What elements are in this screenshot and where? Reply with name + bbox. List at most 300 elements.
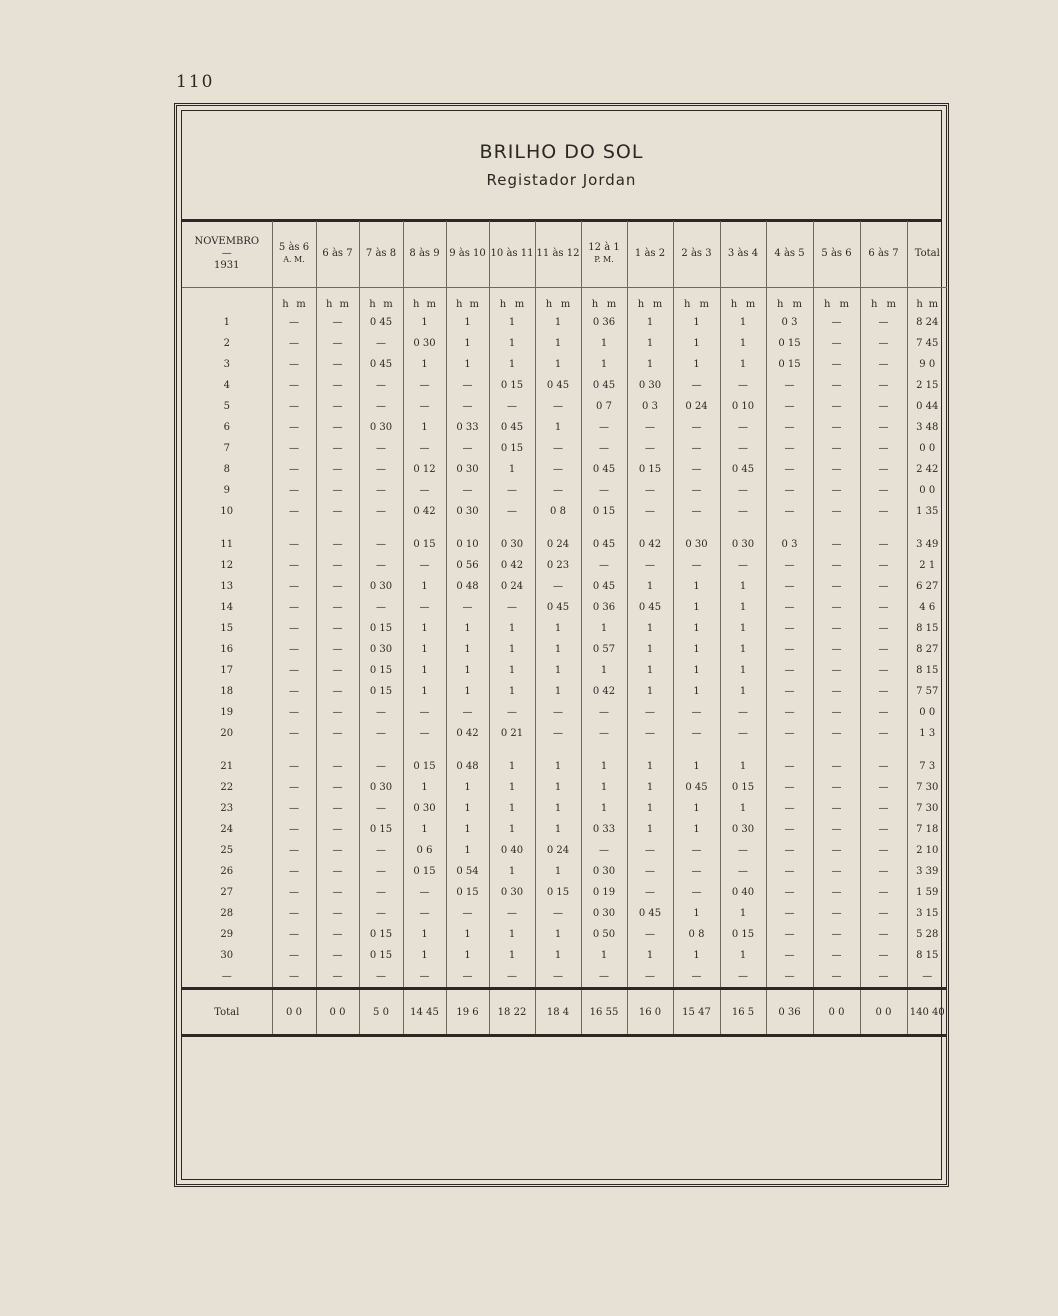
unit-hours: h [730, 298, 738, 310]
value-cell: 1 [403, 312, 446, 333]
value-cell: — [766, 819, 813, 840]
spacer-cell [766, 522, 813, 534]
value-cell: 0 33 [581, 819, 627, 840]
value-cell: 0 10 [720, 396, 766, 417]
value-cell: 0 0 [907, 438, 947, 459]
value-cell: — [581, 723, 627, 744]
value-cell: — [860, 459, 907, 480]
value-cell: 1 [446, 639, 489, 660]
value-cell: 0 15 [766, 333, 813, 354]
value-cell: 0 3 [627, 396, 673, 417]
value-cell: — [272, 702, 316, 723]
value-cell: — [446, 375, 489, 396]
value-cell: 0 0 [907, 480, 947, 501]
value-cell: 1 59 [907, 882, 947, 903]
month-dash: — [221, 248, 232, 259]
column-header [316, 221, 359, 288]
value-cell: — [673, 840, 720, 861]
spacer-cell [860, 744, 907, 756]
value-cell: — [272, 945, 316, 966]
total-cell: 15 47 [673, 989, 720, 1036]
value-cell: — [813, 480, 860, 501]
unit-cell [446, 288, 489, 313]
value-cell: 0 33 [446, 417, 489, 438]
table-inner-frame [181, 110, 945, 1180]
value-cell: 1 [673, 354, 720, 375]
value-cell: — [766, 660, 813, 681]
value-cell: — [673, 438, 720, 459]
day-cell: 9 [223, 485, 230, 496]
spacer-cell [272, 522, 316, 534]
value-cell: 1 [627, 945, 673, 966]
value-cell: — [860, 903, 907, 924]
table-row [182, 459, 947, 480]
value-cell: 1 [489, 777, 535, 798]
value-cell: — [316, 861, 359, 882]
value-cell: 1 [446, 333, 489, 354]
table-row [182, 534, 947, 555]
column-header [359, 221, 403, 288]
value-cell: — [446, 597, 489, 618]
value-cell: 4 6 [907, 597, 947, 618]
value-cell: — [359, 534, 403, 555]
spacer-cell [581, 744, 627, 756]
value-cell: — [813, 417, 860, 438]
value-cell: — [581, 417, 627, 438]
value-cell: — [907, 966, 947, 989]
value-cell: 1 [720, 618, 766, 639]
value-cell: — [813, 723, 860, 744]
unit-minutes: m [792, 298, 802, 310]
total-cell: 14 45 [403, 989, 446, 1036]
day-cell: 29 [220, 929, 234, 940]
value-cell: — [860, 966, 907, 989]
value-cell: — [272, 312, 316, 333]
value-cell: — [860, 375, 907, 396]
spacer-cell [182, 744, 272, 756]
value-cell: 0 15 [446, 882, 489, 903]
value-cell: 0 15 [403, 861, 446, 882]
value-cell: 1 [673, 597, 720, 618]
value-cell: — [489, 597, 535, 618]
spacer-cell [627, 744, 673, 756]
value-cell: — [720, 417, 766, 438]
value-cell: — [535, 480, 581, 501]
value-cell: — [860, 501, 907, 522]
column-header-label: 9 às 10 [449, 248, 486, 259]
value-cell: — [359, 480, 403, 501]
value-cell: 1 [673, 639, 720, 660]
value-cell: 0 40 [489, 840, 535, 861]
value-cell: 0 44 [907, 396, 947, 417]
value-cell: 1 [720, 354, 766, 375]
value-cell: 1 [446, 681, 489, 702]
value-cell: 0 30 [359, 576, 403, 597]
table-row [182, 756, 947, 777]
value-cell: 0 30 [359, 417, 403, 438]
value-cell: 0 19 [581, 882, 627, 903]
value-cell: — [446, 480, 489, 501]
value-cell: — [359, 798, 403, 819]
spacer-cell [446, 744, 489, 756]
value-cell: 1 [403, 618, 446, 639]
value-cell: — [627, 555, 673, 576]
unit-minutes: m [606, 298, 617, 310]
unit-cell [489, 288, 535, 313]
value-cell: — [766, 702, 813, 723]
value-cell: — [272, 618, 316, 639]
column-header [489, 221, 535, 288]
column-header-label: 4 às 5 [774, 248, 805, 259]
value-cell: — [316, 660, 359, 681]
value-cell: 0 10 [446, 534, 489, 555]
value-cell: 1 [535, 861, 581, 882]
value-cell: — [627, 861, 673, 882]
value-cell: 0 30 [359, 639, 403, 660]
value-cell: — [627, 438, 673, 459]
value-cell: 0 48 [446, 576, 489, 597]
value-cell: 0 30 [446, 501, 489, 522]
value-cell: — [766, 882, 813, 903]
value-cell: 1 [627, 777, 673, 798]
value-cell: — [673, 723, 720, 744]
value-cell: 1 [627, 681, 673, 702]
value-cell: 1 [673, 756, 720, 777]
column-header-label: 5 às 6 [821, 248, 852, 259]
value-cell: — [860, 840, 907, 861]
value-cell: — [860, 660, 907, 681]
spacer-cell [359, 744, 403, 756]
unit-cell [720, 288, 766, 313]
value-cell: 1 [535, 618, 581, 639]
value-cell: — [766, 375, 813, 396]
total-cell: 0 36 [766, 989, 813, 1036]
spacer-cell [446, 522, 489, 534]
column-header [403, 221, 446, 288]
sunshine-table [182, 221, 947, 1037]
value-cell: 0 15 [627, 459, 673, 480]
table-row [182, 312, 947, 333]
value-cell: — [359, 903, 403, 924]
value-cell: — [535, 438, 581, 459]
footer-blank-area [182, 1049, 941, 1179]
total-label: Total [182, 989, 272, 1036]
value-cell: 1 [720, 903, 766, 924]
value-cell: — [359, 597, 403, 618]
unit-hours: h [326, 298, 333, 310]
value-cell: 0 15 [359, 945, 403, 966]
value-cell: — [272, 903, 316, 924]
column-header-sub: A. M. [283, 255, 305, 264]
value-cell: 5 28 [907, 924, 947, 945]
value-cell: 1 [720, 945, 766, 966]
value-cell: 1 [446, 312, 489, 333]
value-cell: 0 24 [489, 576, 535, 597]
value-cell: 1 3 [907, 723, 947, 744]
value-cell: 0 24 [535, 534, 581, 555]
value-cell: — [673, 555, 720, 576]
value-cell: — [673, 375, 720, 396]
day-cell: 26 [220, 866, 234, 877]
value-cell: — [720, 861, 766, 882]
value-cell: 1 [627, 819, 673, 840]
value-cell: 1 [720, 660, 766, 681]
value-cell: 0 45 [489, 417, 535, 438]
value-cell: — [403, 555, 446, 576]
value-cell: — [860, 924, 907, 945]
table-row [182, 417, 947, 438]
value-cell: — [272, 375, 316, 396]
value-cell: — [359, 396, 403, 417]
value-cell: — [272, 681, 316, 702]
spacer-cell [581, 522, 627, 534]
value-cell: 0 30 [720, 819, 766, 840]
column-header-label: 6 às 7 [868, 248, 899, 259]
unit-cell [403, 288, 446, 313]
value-cell: 1 [535, 777, 581, 798]
total-cell: 19 6 [446, 989, 489, 1036]
value-cell: — [535, 903, 581, 924]
value-cell: — [720, 966, 766, 989]
column-header-label: Total [914, 248, 940, 259]
value-cell: — [359, 333, 403, 354]
table-row [182, 438, 947, 459]
value-cell: — [766, 480, 813, 501]
value-cell: — [766, 903, 813, 924]
value-cell: — [813, 639, 860, 660]
unit-hours: h [456, 298, 463, 310]
value-cell: — [766, 798, 813, 819]
value-cell: — [272, 756, 316, 777]
value-cell: 0 45 [627, 903, 673, 924]
value-cell: — [489, 480, 535, 501]
day-cell: 5 [223, 401, 230, 412]
group-spacer [182, 522, 947, 534]
value-cell: — [627, 924, 673, 945]
value-cell: — [316, 903, 359, 924]
table-row [182, 354, 947, 375]
table-row [182, 681, 947, 702]
column-header [907, 221, 947, 288]
day-cell: 30 [220, 950, 234, 961]
value-cell: — [766, 861, 813, 882]
value-cell: — [860, 639, 907, 660]
value-cell: 0 21 [489, 723, 535, 744]
value-cell: — [766, 438, 813, 459]
value-cell: — [813, 597, 860, 618]
value-cell: 1 [446, 618, 489, 639]
unit-hours: h [413, 298, 420, 310]
spacer-cell [907, 744, 947, 756]
value-cell: 1 [535, 798, 581, 819]
value-cell: — [673, 702, 720, 723]
value-cell: — [860, 555, 907, 576]
value-cell: — [272, 882, 316, 903]
value-cell: 1 [673, 312, 720, 333]
value-cell: — [316, 882, 359, 903]
value-cell: — [720, 501, 766, 522]
value-cell: — [860, 618, 907, 639]
value-cell: — [535, 966, 581, 989]
value-cell: — [720, 555, 766, 576]
value-cell: 0 45 [535, 375, 581, 396]
day-cell: 6 [223, 422, 230, 433]
value-cell: 1 [446, 798, 489, 819]
value-cell: — [860, 534, 907, 555]
value-cell: 0 8 [535, 501, 581, 522]
spacer-cell [489, 522, 535, 534]
column-header [813, 221, 860, 288]
value-cell: — [766, 681, 813, 702]
column-header-sub: P. M. [594, 255, 614, 264]
value-cell: — [766, 576, 813, 597]
spacer-cell [673, 744, 720, 756]
table-row [182, 660, 947, 681]
value-cell: 0 15 [535, 882, 581, 903]
column-header-label: 8 às 9 [409, 248, 440, 259]
value-cell: — [766, 639, 813, 660]
column-header-label: 10 às 11 [490, 248, 534, 259]
value-cell: 1 [489, 354, 535, 375]
value-cell: 3 49 [907, 534, 947, 555]
value-cell: — [489, 966, 535, 989]
value-cell: 7 57 [907, 681, 947, 702]
value-cell: — [860, 777, 907, 798]
table-row [182, 966, 947, 989]
value-cell: 1 [489, 798, 535, 819]
value-cell: — [359, 375, 403, 396]
value-cell: 8 15 [907, 660, 947, 681]
value-cell: — [813, 798, 860, 819]
value-cell: — [860, 312, 907, 333]
table-frame [174, 103, 949, 1187]
page-subtitle: Registador Jordan [486, 171, 637, 189]
table-row [182, 924, 947, 945]
unit-hours: h [591, 298, 599, 310]
value-cell: 1 [673, 798, 720, 819]
value-cell: — [627, 501, 673, 522]
value-cell: — [316, 354, 359, 375]
value-cell: — [316, 375, 359, 396]
value-cell: — [813, 438, 860, 459]
value-cell: 2 10 [907, 840, 947, 861]
unit-minutes: m [745, 298, 756, 310]
value-cell: 0 30 [489, 882, 535, 903]
value-cell: — [581, 966, 627, 989]
value-cell: 0 30 [673, 534, 720, 555]
unit-cell [766, 288, 813, 313]
value-cell: 1 [535, 819, 581, 840]
unit-cell [581, 288, 627, 313]
unit-minutes: m [839, 298, 849, 310]
value-cell: 0 45 [581, 576, 627, 597]
table-row [182, 723, 947, 744]
spacer-cell [860, 522, 907, 534]
value-cell: — [316, 459, 359, 480]
value-cell: — [813, 882, 860, 903]
total-cell: 16 0 [627, 989, 673, 1036]
column-header-label: 6 às 7 [322, 248, 353, 259]
value-cell: 1 [489, 459, 535, 480]
unit-hours: h [499, 298, 507, 310]
value-cell: 1 [535, 660, 581, 681]
value-cell: 1 [446, 924, 489, 945]
table-row [182, 945, 947, 966]
value-cell: — [720, 438, 766, 459]
unit-minutes: m [296, 298, 306, 310]
day-cell: 15 [220, 623, 234, 634]
value-cell: — [272, 354, 316, 375]
value-cell: 1 [581, 945, 627, 966]
value-cell: — [860, 819, 907, 840]
value-cell: 1 [673, 945, 720, 966]
value-cell: — [446, 966, 489, 989]
unit-cell [359, 288, 403, 313]
value-cell: — [316, 723, 359, 744]
day-cell: 20 [220, 728, 234, 739]
value-cell: 2 1 [907, 555, 947, 576]
unit-cell [627, 288, 673, 313]
value-cell: — [860, 882, 907, 903]
value-cell: — [316, 777, 359, 798]
value-cell: — [316, 819, 359, 840]
column-header [535, 221, 581, 288]
value-cell: — [813, 756, 860, 777]
value-cell: 0 15 [359, 819, 403, 840]
spacer-cell [535, 522, 581, 534]
month-header [182, 221, 272, 288]
value-cell: — [316, 417, 359, 438]
value-cell: 1 [535, 312, 581, 333]
value-cell: 0 45 [535, 597, 581, 618]
column-header [627, 221, 673, 288]
value-cell: — [627, 702, 673, 723]
value-cell: 1 [673, 681, 720, 702]
value-cell: — [535, 459, 581, 480]
unit-minutes: m [699, 298, 709, 310]
value-cell: — [272, 777, 316, 798]
unit-minutes: m [560, 298, 571, 310]
value-cell: 0 15 [403, 756, 446, 777]
value-cell: 1 [627, 639, 673, 660]
value-cell: 0 45 [627, 597, 673, 618]
value-cell: 1 [673, 618, 720, 639]
day-cell: 8 [223, 464, 230, 475]
value-cell: — [766, 840, 813, 861]
spacer-cell [813, 744, 860, 756]
value-cell: — [446, 702, 489, 723]
value-cell: 0 15 [720, 924, 766, 945]
value-cell: 1 [581, 333, 627, 354]
spacer-cell [272, 744, 316, 756]
column-header [581, 221, 627, 288]
value-cell: — [581, 702, 627, 723]
unit-minutes: m [514, 298, 525, 310]
column-header-label: 11 às 12 [536, 248, 580, 259]
value-cell: 1 [535, 924, 581, 945]
value-cell: 1 [535, 354, 581, 375]
value-cell: 1 [403, 819, 446, 840]
value-cell: 1 [627, 333, 673, 354]
value-cell: 9 0 [907, 354, 947, 375]
value-cell: 0 8 [673, 924, 720, 945]
value-cell: — [860, 798, 907, 819]
value-cell: 1 [489, 660, 535, 681]
unit-hours: h [637, 298, 645, 310]
table-row [182, 819, 947, 840]
value-cell: — [813, 861, 860, 882]
total-cell: 16 5 [720, 989, 766, 1036]
